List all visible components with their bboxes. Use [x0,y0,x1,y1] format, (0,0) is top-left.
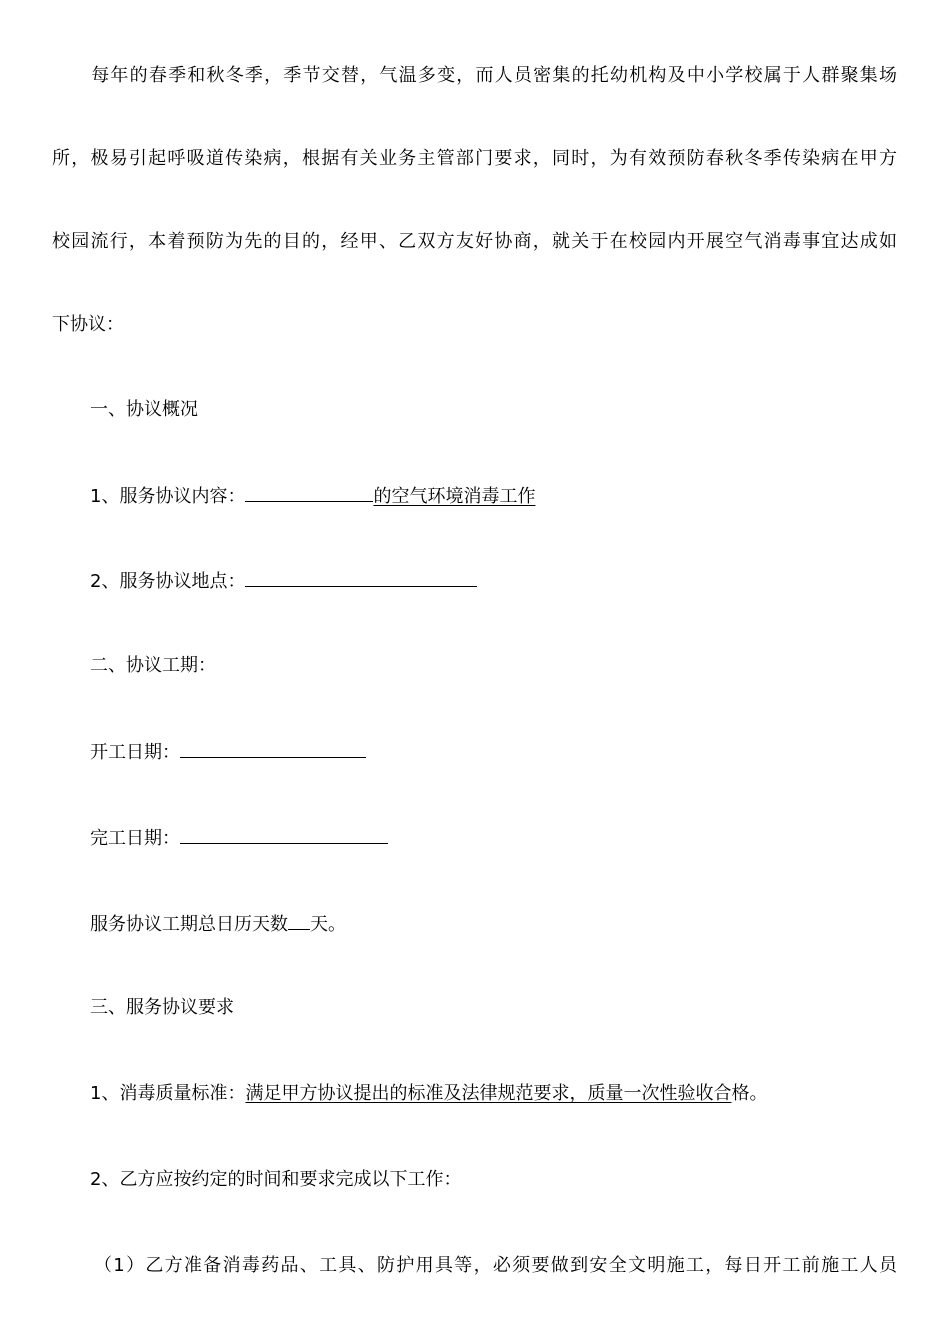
quality-standard-label: 1、消毒质量标准： [90,1083,246,1104]
total-days-prefix: 服务协议工期总日历天数 [90,914,288,935]
total-days-blank[interactable] [288,911,310,930]
quality-standard-row [90,1082,767,1106]
section-2-heading: 二、协议工期： [90,655,216,676]
quality-standard-value: 满足甲方协议提出的标准及法律规范要求，质量一次性验收合 [245,1083,732,1104]
start-date-label: 开工日期： [90,742,180,763]
service-location-blank[interactable] [245,568,477,587]
start-date-blank[interactable] [180,739,366,758]
party-b-duties: 2、乙方应按约定的时间和要求完成以下工作： [90,1169,462,1190]
service-content-blank[interactable] [245,483,373,502]
intro-line-3: 校园流行，本着预防为先的目的，经甲、乙双方友好协商，就关于在校园内开展空气消毒事宜达成如 [52,231,897,252]
service-location-row [90,568,477,592]
service-location-label: 2、服务协议地点： [90,571,246,592]
intro-line-2: 所，极易引起呼吸道传染病，根据有关业务主管部门要求，同时，为有效预防春秋冬季传染病在甲方 [52,148,897,169]
intro-line-1: 每年的春季和秋冬季，季节交替，气温多变，而人员密集的托幼机构及中小学校属于人群聚集场 [90,65,897,86]
section-1-heading: 一、协议概况 [90,399,198,420]
end-date-label: 完工日期： [90,828,180,849]
quality-standard-tail: 格。 [731,1083,768,1104]
service-content-row [90,483,535,507]
service-content-value: 的空气环境消毒工作 [373,486,536,507]
start-date-row [90,739,366,763]
end-date-row [90,825,388,849]
intro-line-4: 下协议： [52,314,124,335]
total-days-suffix: 天。 [310,914,346,935]
end-date-blank[interactable] [180,825,388,844]
party-b-duty-1: （1）乙方准备消毒药品、工具、防护用具等，必须要做到安全文明施工，每日开工前施工人员 [94,1255,897,1276]
service-content-label: 1、服务协议内容： [90,486,246,507]
section-3-heading: 三、服务协议要求 [90,997,234,1018]
total-days-row [90,911,346,935]
